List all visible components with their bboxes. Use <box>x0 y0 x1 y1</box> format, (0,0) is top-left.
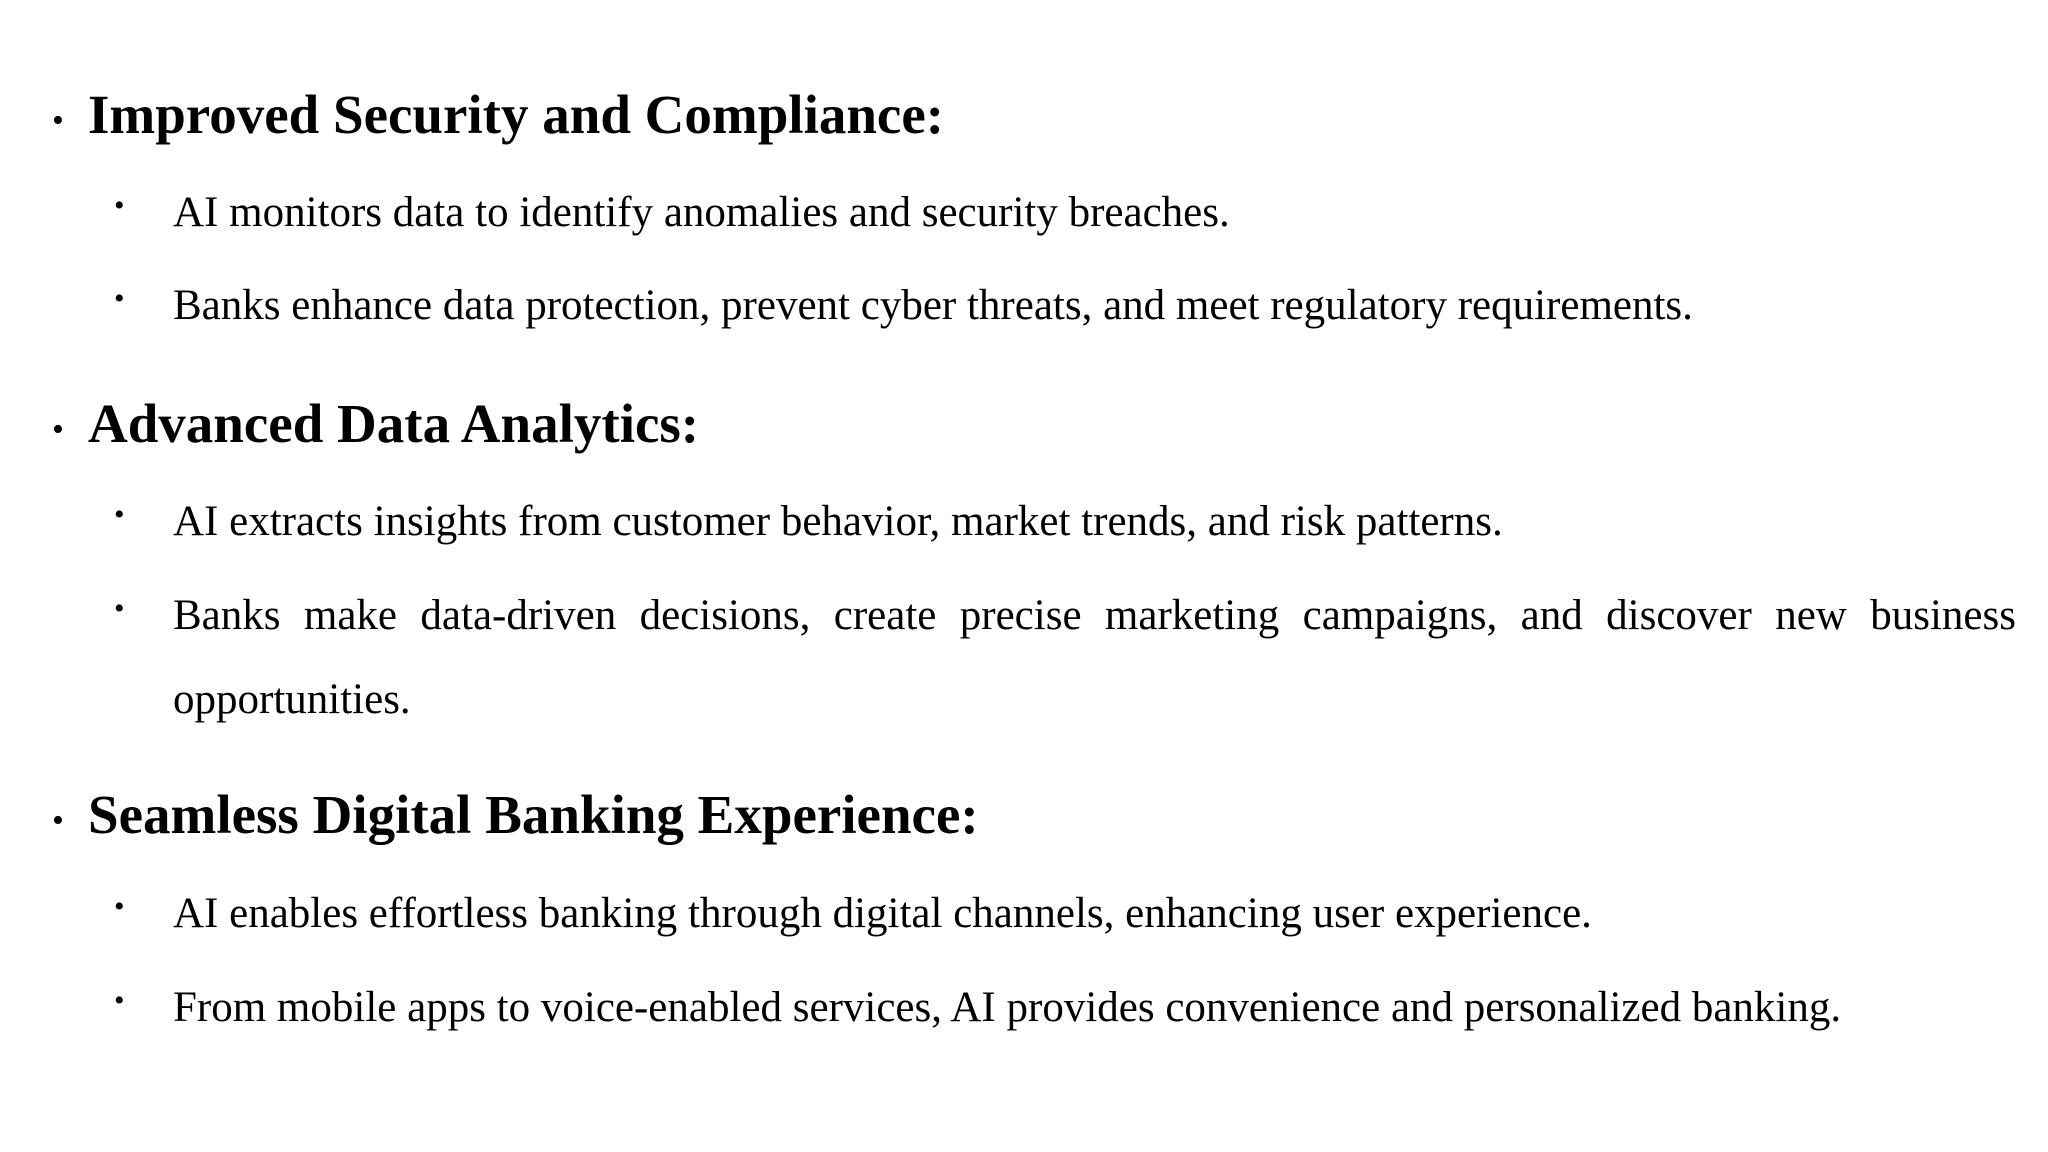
list-item-text: Banks make data-driven decisions, create precise marketing campaigns, and discover new business opportunities. <box>173 592 2016 723</box>
bullet-icon: • <box>114 890 125 923</box>
list-item-text: AI extracts insights from customer behavior, market trends, and risk patterns. <box>173 498 1503 545</box>
list-item-text: AI monitors data to identify anomalies and security breaches. <box>173 189 1230 236</box>
list-item <box>114 480 2016 564</box>
section-title: Seamless Digital Banking Experience: <box>88 784 979 845</box>
list-item <box>114 966 2016 1050</box>
list-item <box>114 574 2016 742</box>
bullet-icon: • <box>52 802 64 839</box>
list-item <box>114 872 2016 956</box>
bullet-icon: • <box>52 102 64 139</box>
section-title: Improved Security and Compliance: <box>88 84 945 145</box>
bullet-icon: • <box>114 498 125 531</box>
bullet-icon: • <box>114 282 125 315</box>
list-item <box>114 264 2016 348</box>
bullet-icon: • <box>114 984 125 1017</box>
section-title: Advanced Data Analytics: <box>88 393 700 454</box>
bullet-icon: • <box>114 189 125 222</box>
list-item <box>114 171 2016 255</box>
bullet-icon: • <box>114 592 125 625</box>
list-item-text: From mobile apps to voice-enabled services, AI provides convenience and personalized banking. <box>173 984 1842 1031</box>
list-item-text: Banks enhance data protection, prevent cyber threats, and meet regulatory requirements. <box>173 282 1693 329</box>
bullet-icon: • <box>52 411 64 448</box>
list-item-text: AI enables effortless banking through digital channels, enhancing user experience. <box>173 890 1592 937</box>
